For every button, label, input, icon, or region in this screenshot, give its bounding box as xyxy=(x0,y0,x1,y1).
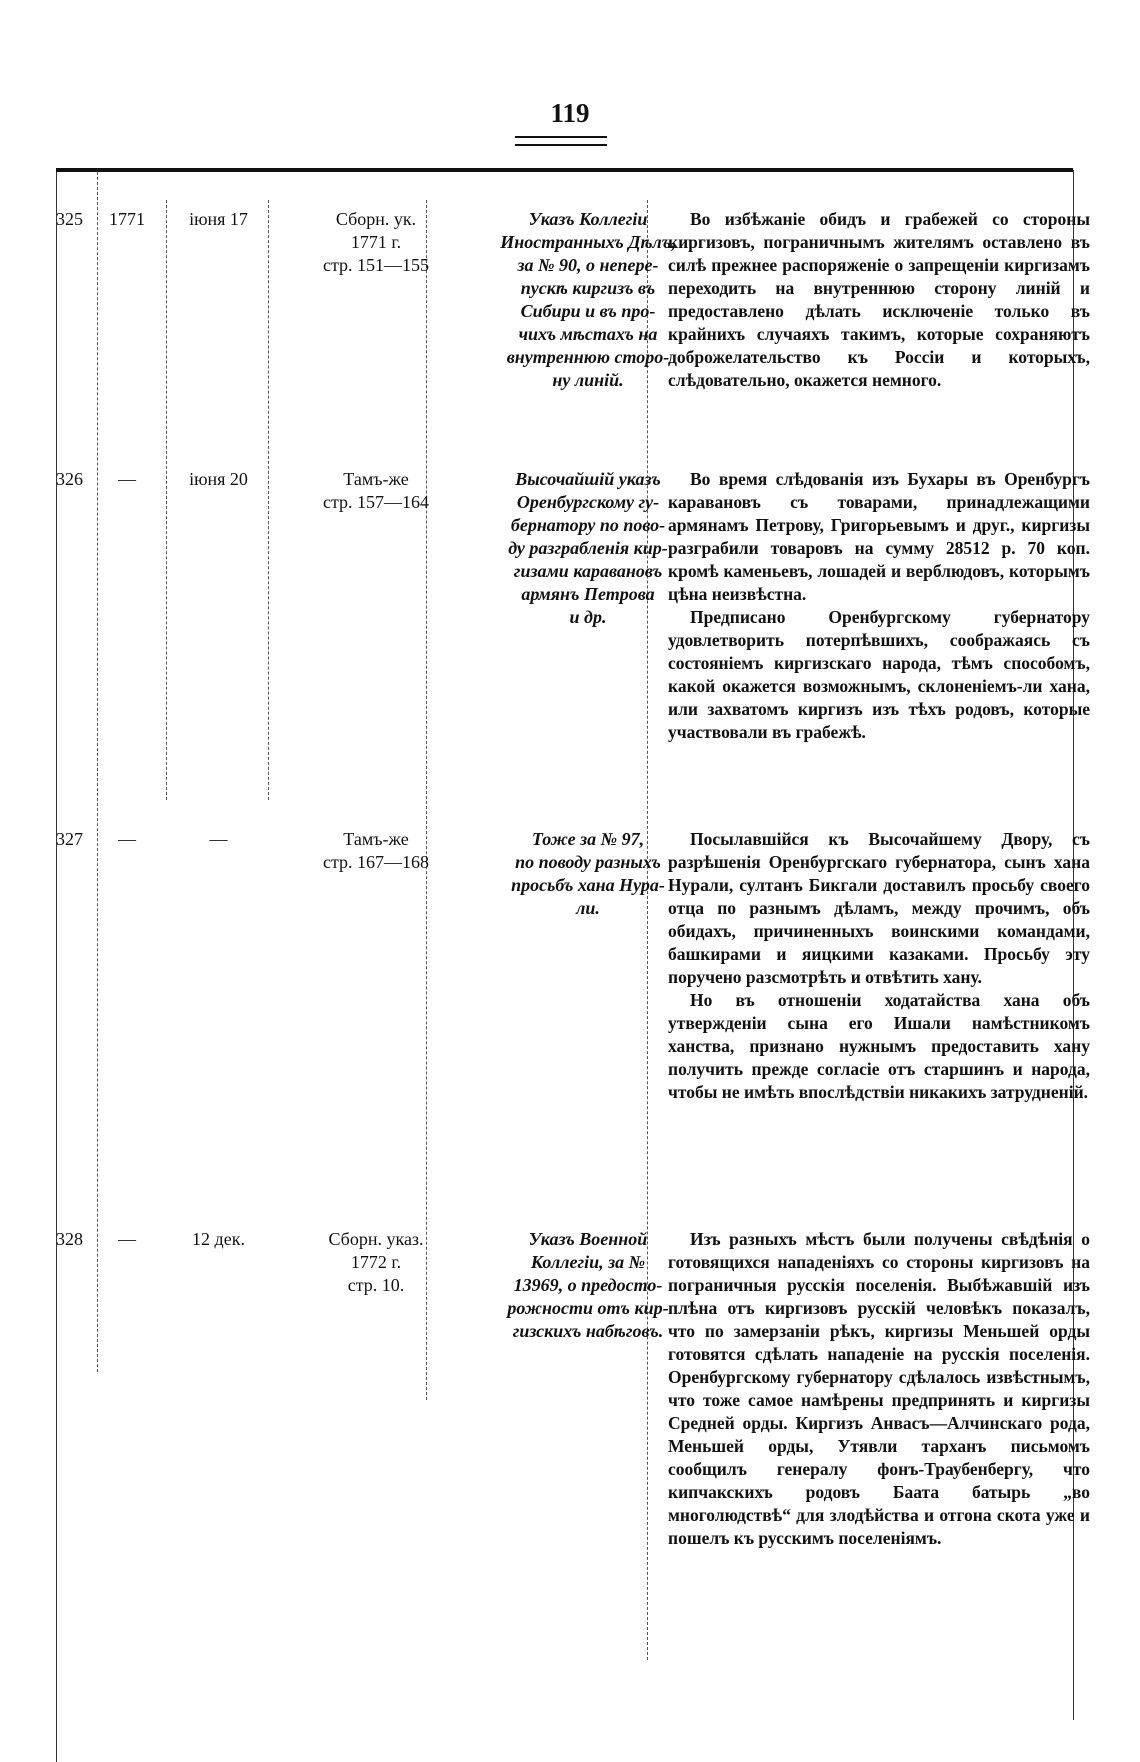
entry-title: Указъ Военной Коллегіи, за № 13969, о предосто- рожности отъ кир- гизскихъ набѣговъ. xyxy=(507,1229,669,1341)
entry-summary xyxy=(668,208,1090,392)
entry-source: Сборн. указ. 1772 г. стр. 10. xyxy=(328,1229,424,1295)
entry-date: іюня 17 xyxy=(189,209,248,229)
entry-title: Высочайшій указъ Оренбургскому гу- бернатору по пово- ду разграбленія кир- гизами каравановъ армянъ Петрова и др. xyxy=(508,469,668,627)
entry-number: 326 xyxy=(56,469,83,489)
summary-paragraph: Но въ отношеніи ходатайства хана объ утвержденіи сына его Ишали намѣстникомъ ханства, признано нужнымъ предоставить хану получить прежде согласіе отъ старшинъ и народа, чтобы не имѣть впослѣдствіи никакихъ затрудненій. xyxy=(668,990,1090,1102)
entry-date: іюня 20 xyxy=(189,469,248,489)
entry-source: Тамъ-же стр. 167—168 xyxy=(322,829,430,872)
summary-paragraph: Предписано Оренбургскому губернатору удовлетворить потерпѣвшихъ, соображаясь съ состояніемъ киргизскаго народа, тѣмъ способомъ, какой окажется возможнымъ, склоненіемъ-ли хана, или захватомъ киргизъ изъ тѣхъ родовъ, которые участвовали въ грабежѣ. xyxy=(668,607,1090,742)
summary-paragraph: Во время слѣдованія изъ Бухары въ Оренбургъ каравановъ съ товарами, принадлежащими армянамъ Петрову, Григорьевымъ и друг., киргизы разграбили товаровъ на сумму 28512 р. 70 коп. кромѣ каменьевъ, лошадей и верблюдовъ, которымъ цѣна неизвѣстна. xyxy=(668,469,1090,604)
page-number-rule xyxy=(515,136,607,146)
entry-date: — xyxy=(209,829,228,849)
column-line-title xyxy=(647,200,648,1660)
column-line-num xyxy=(97,172,98,1372)
summary-paragraph: Изъ разныхъ мѣстъ были получены свѣдѣнія о готовящихся нападеніяхъ со стороны киргизовъ на пограничныя русскія поселенія. Выбѣжавшій изъ плѣна отъ киргизовъ русскій человѣкъ показалъ, что по замерзаніи рѣкъ, киргизы Меньшей орды готовятся сдѣлать нападеніе на русскія поселенія. Оренбургскому губернатору сдѣлалось извѣстнымъ, что тоже самое намѣрены предпринять и киргизы Средней орды. Киргизъ Анвасъ—Алчинскаго рода, Меньшей орды, Утявли тарханъ письмомъ сообщилъ генералу фонъ-Траубенбергу, что кипчакскихъ родовъ Баата батырь „во многолюдствѣ“ для злодѣйства и отгона скота уже и пошелъ къ русскимъ поселеніямъ. xyxy=(668,1229,1090,1548)
entry-number: 325 xyxy=(56,209,83,229)
entry-source: Сборн. ук. 1771 г. стр. 151—155 xyxy=(322,209,430,275)
column-line-source xyxy=(426,200,427,1400)
summary-paragraph: Во избѣжаніе обидъ и грабежей со стороны киргизовъ, пограничнымъ жителямъ оставлено въ силѣ прежнее распоряженіе о запрещеніи киргизамъ переходить на внутреннюю сторону линій и предоставлено дѣлать исключеніе только въ крайнихъ случаяхъ такимъ, которые сохраняютъ доброжелательство къ Россіи и которыхъ, слѣдовательно, окажется немного. xyxy=(668,209,1090,390)
entry-year: — xyxy=(118,469,136,489)
page-number: 119 xyxy=(550,98,590,128)
column-line-left-border xyxy=(56,172,57,1762)
entry-year: — xyxy=(118,829,136,849)
entry-title: Тоже за № 97, по поводу разныхъ просьбъ хана Нура- ли. xyxy=(511,829,665,918)
summary-paragraph: Посылавшійся къ Высочайшему Двору, съ разрѣшенія Оренбургскаго губернатора, сынъ хана Нурали, султанъ Бикгали доставилъ просьбу своего отца по разнымъ дѣламъ, между прочимъ, объ обидахъ, причиненныхъ воинскими командами, башкирами и яицкими казаками. Просьбу эту поручено разсмотрѣть и отвѣтить хану. xyxy=(668,829,1090,987)
entry-summary xyxy=(668,828,1090,1104)
entry-summary xyxy=(668,1228,1090,1550)
column-line-date xyxy=(268,200,269,800)
entry-number: 327 xyxy=(56,829,83,849)
column-line-year xyxy=(166,200,167,800)
entry-summary xyxy=(668,468,1090,744)
table-top-rule xyxy=(56,168,1073,172)
entry-number: 328 xyxy=(56,1229,83,1249)
entry-source: Тамъ-же стр. 157—164 xyxy=(322,469,430,512)
entry-year: — xyxy=(118,1229,136,1249)
entry-title: Указъ Коллегіи Иностранныхъ Дѣлъ, за № 90, о непере- пускѣ киргизъ въ Сибири и въ про- чихъ мѣстахъ на внутреннюю сторо- ну линій. xyxy=(500,209,676,390)
entry-year: 1771 xyxy=(109,209,145,229)
entry-date: 12 дек. xyxy=(192,1229,245,1249)
